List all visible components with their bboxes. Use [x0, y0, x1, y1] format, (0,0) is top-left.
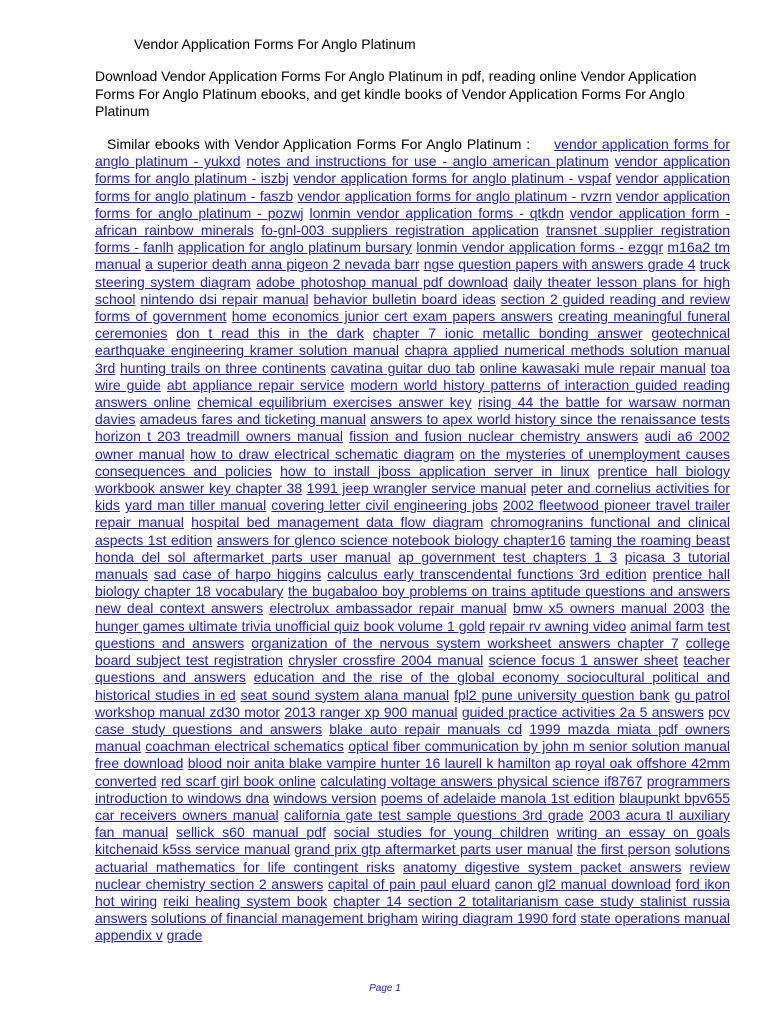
ebook-link[interactable]: organization of the nervous system worksheet answers chapter 7: [251, 634, 679, 651]
ebook-link[interactable]: ap government test chapters 1 3: [398, 548, 618, 565]
ebook-link[interactable]: the bugabaloo boy problems on trains aptitude questions and answers: [288, 583, 731, 600]
intro-paragraph: Download Vendor Application Forms For Anglo Platinum in pdf, reading online Vendor Application Forms For Anglo Platinum ebooks, and get kindle books of Vendor Application Forms For Anglo Platinum: [95, 68, 697, 119]
ebook-link[interactable]: fission and fusion nuclear chemistry answers: [349, 428, 639, 445]
ebook-link[interactable]: 1991 jeep wrangler service manual: [306, 480, 527, 497]
ebook-link[interactable]: review nuclear chemistry section 2 answers: [95, 858, 730, 892]
ebook-link[interactable]: kitchenaid k5ss service manual: [95, 841, 290, 858]
ebook-link[interactable]: adobe photoshop manual pdf download: [256, 273, 508, 290]
ebook-link[interactable]: vendor application forms for anglo platinum - faszb: [95, 170, 731, 204]
ebook-link[interactable]: anatomy digestive system packet answers: [402, 858, 682, 875]
ebook-link[interactable]: vendor application form - african rainbow minerals: [95, 204, 731, 239]
ebook-link[interactable]: ngse question papers with answers grade 4: [423, 256, 696, 273]
ebook-link[interactable]: chromogranins functional and clinical aspects 1st edition: [95, 514, 730, 548]
ebook-link[interactable]: geotechnical earthquake engineering kramer solution manual: [95, 325, 731, 359]
ebook-link[interactable]: pcv case study questions and answers: [95, 703, 731, 737]
ebook-link[interactable]: home economics junior cert exam papers answers: [231, 308, 553, 325]
ebook-link[interactable]: blake auto repair manuals cd: [329, 720, 523, 737]
ebook-link[interactable]: new deal context answers: [95, 600, 264, 617]
ebook-link[interactable]: covering letter civil engineering jobs: [271, 497, 498, 514]
ebook-link[interactable]: ap royal oak offshore 42mm converted: [95, 755, 731, 789]
ebook-link[interactable]: red scarf girl book online: [160, 772, 316, 789]
ebook-link[interactable]: vendor application forms for anglo platinum - yukxd: [95, 136, 730, 170]
ebook-link[interactable]: 2002 fleetwood pioneer travel trailer repair manual: [95, 497, 731, 531]
ebook-link[interactable]: notes and instructions for use - anglo american platinum: [246, 153, 609, 170]
ebook-link[interactable]: reiki healing system book: [163, 892, 328, 909]
document-title: Vendor Application Forms For Anglo Platinum: [134, 36, 416, 52]
ebook-link[interactable]: grand prix gtp aftermarket parts user manual: [294, 841, 573, 858]
ebook-link[interactable]: 2013 ranger xp 900 manual: [284, 703, 458, 720]
ebook-link[interactable]: picasa 3 tutorial manuals: [95, 548, 731, 583]
ebook-link[interactable]: fpl2 pune university question bank: [454, 686, 670, 703]
ebook-link[interactable]: optical fiber communication by john m senior solution manual free download: [95, 738, 731, 772]
ebook-link[interactable]: solutions of financial management brigham: [151, 910, 418, 927]
ebook-link[interactable]: grade: [166, 927, 203, 944]
ebook-link[interactable]: programmers introduction to windows dna: [95, 772, 731, 806]
ebook-link[interactable]: vendor application forms for anglo platinum - iszbj: [95, 153, 731, 187]
ebook-link[interactable]: transnet supplier registration forms - fanlh: [95, 222, 730, 256]
ebook-link[interactable]: the first person: [577, 841, 671, 858]
ebook-link[interactable]: chapra applied numerical methods solution manual 3rd: [95, 342, 731, 376]
ebook-link[interactable]: on the mysteries of unemployment causes consequences and policies: [95, 445, 731, 479]
ebook-link[interactable]: teacher questions and answers: [95, 652, 731, 686]
ebook-link[interactable]: ford ikon hot wiring: [95, 875, 731, 909]
ebook-link[interactable]: online kawasaki mule repair manual: [479, 359, 706, 376]
ebook-link[interactable]: answers for glenco science notebook biology chapter16: [216, 531, 566, 548]
ebook-link[interactable]: seat sound system alana manual: [240, 686, 450, 703]
page-number: Page 1: [369, 983, 401, 994]
ebook-link[interactable]: answers to apex world history since the renaissance tests: [370, 411, 731, 428]
ebook-link[interactable]: guided practice activities 2a 5 answers: [461, 703, 704, 720]
ebook-link[interactable]: writing an essay on goals: [556, 824, 731, 841]
ebook-link[interactable]: vendor application forms for anglo platinum - pozwj: [95, 187, 730, 221]
similar-ebooks-label: Similar ebooks with Vendor Application Forms For Anglo Platinum :: [107, 136, 531, 152]
ebook-link[interactable]: truck steering system diagram: [95, 256, 731, 290]
ebook-link[interactable]: fo-gnl-003 suppliers registration application: [261, 222, 539, 239]
ebook-link[interactable]: college board subject test registration: [95, 634, 730, 669]
ebook-link[interactable]: calculus early transcendental functions 3rd edition: [327, 566, 647, 583]
ebook-link[interactable]: windows version: [273, 789, 377, 806]
ebook-link[interactable]: nintendo dsi repair manual: [140, 290, 309, 307]
ebook-link[interactable]: lonmin vendor application forms - ezgqr: [416, 239, 664, 256]
ebook-link[interactable]: 1999 mazda miata pdf owners manual: [95, 720, 730, 755]
ebook-link[interactable]: yard man tiller manual: [124, 497, 267, 514]
ebook-link[interactable]: chemical equilibrium exercises answer key: [197, 394, 472, 411]
ebook-link[interactable]: creating meaningful funeral ceremonies: [95, 308, 731, 342]
ebook-link[interactable]: lonmin vendor application forms - qtkdn: [309, 204, 564, 221]
ebook-link[interactable]: gu patrol workshop manual zd30 motor: [95, 686, 731, 720]
ebook-link[interactable]: solutions actuarial mathematics for life contingent risks: [95, 841, 731, 875]
ebook-link[interactable]: prentice hall biology workbook answer key chapter 38: [95, 462, 731, 497]
ebook-link[interactable]: education and the rise of the global economy sociocultural political and historical studies in ed: [95, 669, 730, 703]
ebook-link[interactable]: chrysler crossfire 2004 manual: [288, 652, 484, 669]
ebook-link[interactable]: hospital bed management data flow diagram: [191, 514, 484, 531]
ebook-link[interactable]: modern world history patterns of interaction guided reading answers online: [95, 376, 730, 411]
ebook-link[interactable]: sad case of harpo higgins: [153, 566, 322, 583]
ebook-link[interactable]: chapter 7 ionic metallic bonding answer: [372, 325, 643, 342]
ebook-link[interactable]: repair rv awning video: [489, 617, 627, 634]
ebook-link[interactable]: capital of pain paul eluard: [327, 875, 491, 892]
ebook-link[interactable]: amadeus fares and ticketing manual: [139, 411, 366, 428]
ebook-link[interactable]: prentice hall biology chapter 18 vocabulary: [95, 566, 730, 600]
ebook-link[interactable]: peter and cornelius activities for kids: [95, 480, 731, 514]
ebook-link[interactable]: rising 44 the battle for warsaw norman davies: [95, 394, 731, 428]
ebook-link[interactable]: blood noir anita blake vampire hunter 16 laurell k hamilton: [187, 755, 551, 772]
ebook-link[interactable]: m16a2 tm manual: [95, 239, 731, 273]
ebook-link[interactable]: audi a6 2002 owner manual: [95, 428, 731, 462]
ebook-link[interactable]: sellick s60 manual pdf: [176, 824, 326, 841]
ebook-link[interactable]: animal farm test questions and answers: [95, 617, 730, 651]
ebook-link[interactable]: vendor application forms for anglo platinum - rvzrn: [297, 187, 612, 204]
ebook-link[interactable]: toa wire guide: [95, 359, 731, 393]
ebook-link[interactable]: hunting trails on three continents: [120, 359, 326, 376]
ebook-link[interactable]: how to install jboss application server in linux: [280, 462, 590, 479]
ebook-link[interactable]: the hunger games ultimate trivia unofficial quiz book volume 1 gold: [95, 600, 731, 634]
similar-ebooks-list: [95, 136, 730, 945]
ebook-link[interactable]: poems of adelaide manola 1st edition: [380, 789, 615, 806]
ebook-link[interactable]: section 2 guided reading and review forms of government: [95, 290, 731, 325]
ebook-link[interactable]: don t read this in the dark: [176, 325, 364, 342]
ebook-link[interactable]: cavatina guitar duo tab: [330, 359, 475, 376]
ebook-link[interactable]: calculating voltage answers physical science if8767: [320, 772, 643, 789]
ebook-link[interactable]: bmw x5 owners manual 2003: [512, 600, 705, 617]
ebook-link[interactable]: science focus 1 answer sheet: [488, 652, 678, 669]
ebook-link[interactable]: abt appliance repair service: [166, 376, 345, 393]
ebook-link[interactable]: how to draw electrical schematic diagram: [190, 445, 455, 462]
ebook-link[interactable]: blaupunkt bpv655 car receivers owners manual: [95, 789, 731, 823]
ebook-link[interactable]: wiring diagram 1990 ford: [421, 910, 577, 927]
ebook-link[interactable]: chapter 14 section 2 totalitarianism case study stalinist russia answers: [95, 892, 731, 927]
ebook-link[interactable]: daily theater lesson plans for high school: [95, 273, 730, 307]
ebook-link[interactable]: taming the roaming beast: [570, 531, 730, 548]
ebook-link[interactable]: state operations manual appendix v: [95, 910, 730, 944]
ebook-link[interactable]: behavior bulletin board ideas: [313, 290, 496, 307]
ebook-link[interactable]: horizon t 203 treadmill owners manual: [95, 428, 343, 445]
ebook-link[interactable]: electrolux ambassador repair manual: [269, 600, 507, 617]
ebook-link[interactable]: social studies for young children: [333, 824, 549, 841]
ebook-link[interactable]: a superior death anna pigeon 2 nevada barr: [145, 256, 420, 273]
ebook-link[interactable]: coachman electrical schematics: [145, 738, 344, 755]
ebook-link[interactable]: application for anglo platinum bursary: [177, 239, 412, 256]
ebook-link[interactable]: 2003 acura tl auxiliary fan manual: [95, 806, 731, 841]
ebook-link[interactable]: vendor application forms for anglo platinum - vspaf: [293, 170, 612, 187]
ebook-link[interactable]: honda del sol aftermarket parts user manual: [95, 548, 391, 565]
ebook-link[interactable]: canon gl2 manual download: [494, 875, 672, 892]
ebook-link[interactable]: california gate test sample questions 3rd grade: [284, 806, 584, 823]
